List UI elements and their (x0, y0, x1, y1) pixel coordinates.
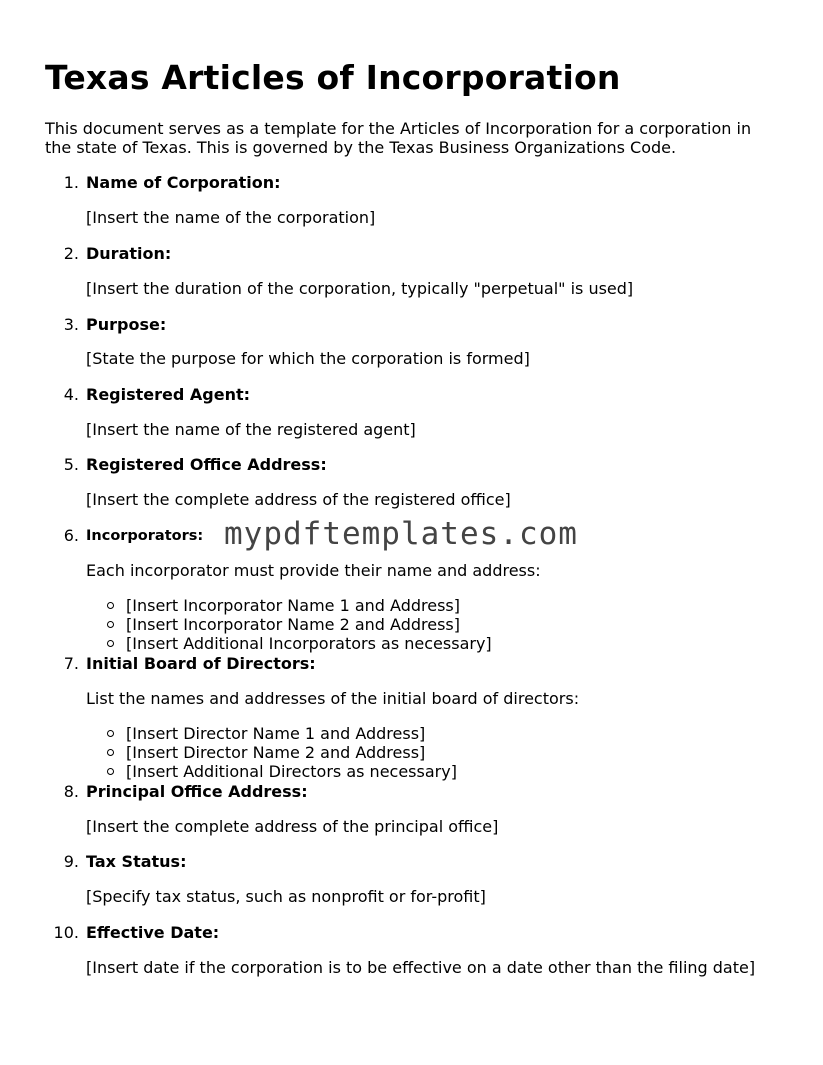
bullet-circle-icon (107, 730, 114, 737)
item-number: 2. (63, 244, 79, 263)
item-heading: Registered Office Address: (86, 455, 327, 474)
item-heading: Principal Office Address: (86, 782, 308, 801)
item-number: 3. (63, 315, 79, 334)
bullet-circle-icon (107, 621, 114, 628)
item-heading: Initial Board of Directors: (86, 654, 316, 673)
item-number: 1. (63, 173, 79, 192)
item-text: Each incorporator must provide their name and address: (86, 561, 541, 580)
item-number: 5. (63, 455, 79, 474)
item-heading: Registered Agent: (86, 385, 251, 404)
intro-line: the state of Texas. This is governed by the Texas Business Organizations Code. (45, 138, 677, 157)
item-text: [Insert date if the corporation is to be effective on a date other than the filing date] (86, 958, 756, 977)
item-heading: Name of Corporation: (86, 173, 281, 192)
bullet-circle-icon (107, 640, 114, 647)
item-text: [Specify tax status, such as nonprofit or for-profit] (86, 887, 486, 906)
item-number: 4. (63, 385, 79, 404)
list-item: [Insert Director Name 2 and Address] (126, 743, 426, 762)
item-text: [Insert the complete address of the principal office] (86, 817, 499, 836)
intro-line: This document serves as a template for the Articles of Incorporation for a corporation in (45, 119, 752, 138)
item-text: [Insert the duration of the corporation, typically "perpetual" is used] (86, 279, 634, 298)
item-heading: Tax Status: (86, 852, 187, 871)
list-item: [Insert Additional Directors as necessary] (126, 762, 457, 781)
list-item: [Insert Incorporator Name 1 and Address] (126, 596, 460, 615)
item-heading: Incorporators: (86, 528, 204, 544)
item-heading: Purpose: (86, 315, 167, 334)
item-text: List the names and addresses of the initial board of directors: (86, 689, 580, 708)
item-number: 7. (63, 654, 79, 673)
item-number: 8. (63, 782, 79, 801)
item-number: 9. (63, 852, 79, 871)
item-number: 6. (63, 526, 79, 545)
page-title: Texas Articles of Incorporation (45, 58, 621, 97)
bullet-circle-icon (107, 768, 114, 775)
list-item: [Insert Incorporator Name 2 and Address] (126, 615, 460, 634)
item-text: [Insert the complete address of the registered office] (86, 490, 511, 509)
watermark: mypdftemplates.com (224, 516, 578, 552)
list-item: [Insert Additional Incorporators as necessary] (126, 634, 492, 653)
item-heading: Effective Date: (86, 923, 220, 942)
bullet-circle-icon (107, 749, 114, 756)
item-heading: Duration: (86, 244, 172, 263)
item-number: 10. (53, 923, 79, 942)
item-text: [Insert the name of the registered agent] (86, 420, 416, 439)
item-text: [State the purpose for which the corporation is formed] (86, 349, 530, 368)
list-item: [Insert Director Name 1 and Address] (126, 724, 426, 743)
bullet-circle-icon (107, 602, 114, 609)
item-text: [Insert the name of the corporation] (86, 208, 376, 227)
intro-paragraph (45, 119, 785, 157)
